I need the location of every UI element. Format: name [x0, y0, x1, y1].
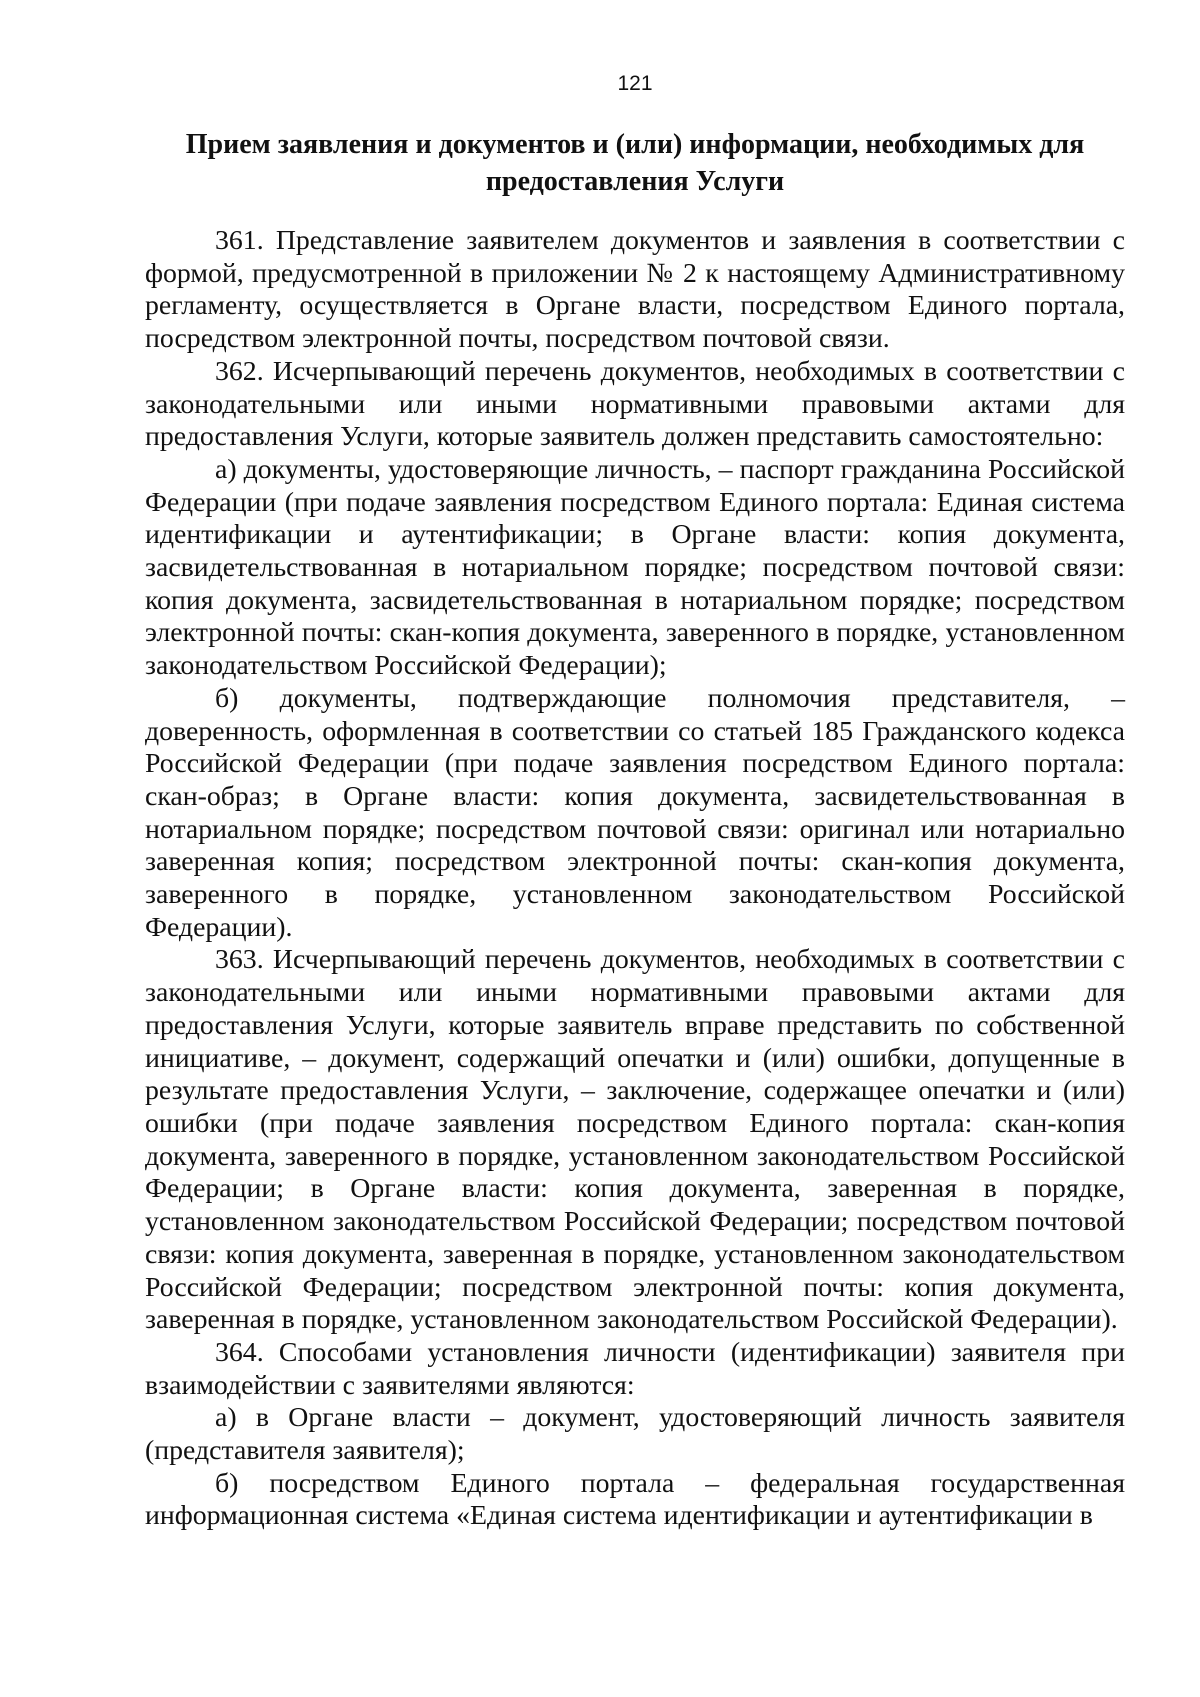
paragraph-361: 361. Представление заявителем документов и заявления в соответствии с формой, предусмотренной в приложении № 2 к настоящему Административному регламенту, осуществляется в Органе власти, посредством Единого портала, посредством электронной почты, посредством почтовой связи.	[145, 225, 1125, 355]
paragraph-364-b: б) посредством Единого портала – федеральная государственная информационная система «Единая система идентификации и аутентификации в	[145, 1467, 1125, 1532]
paragraph-364-a: а) в Органе власти – документ, удостоверяющий личность заявителя (представителя заявителя);	[145, 1402, 1125, 1467]
paragraph-362-a: а) документы, удостоверяющие личность, – паспорт гражданина Российской Федерации (при подаче заявления посредством Единого портала: Единая система идентификации и аутентификации; в Органе власти: копия документа, засвидетельствованная в нотариальном порядке; посредством почтовой связи: копия документа, засвидетельствованная в нотариальном порядке; посредством электронной почты: скан-копия документа, заверенного в порядке, установленном законодательством Российской Федерации);	[145, 453, 1125, 682]
paragraph-362: 362. Исчерпывающий перечень документов, необходимых в соответствии с законодательными или иными нормативными правовыми актами для предоставления Услуги, которые заявитель должен представить самостоятельно:	[145, 355, 1125, 453]
section-title: Прием заявления и документов и (или) информации, необходимых для предоставления Услуги	[185, 129, 1085, 197]
paragraph-362-b: б) документы, подтверждающие полномочия представителя, – доверенность, оформленная в соответствии со статьей 185 Гражданского кодекса Российской Федерации (при подаче заявления посредством Единого портала: скан-образ; в Органе власти: копия документа, засвидетельствованная в нотариальном порядке; посредством почтовой связи: оригинал или нотариально заверенная копия; посредством электронной почты: скан-копия документа, заверенного в порядке, установленном законодательством Российской Федерации).	[145, 682, 1125, 943]
page-number: 121	[617, 72, 653, 95]
paragraph-364: 364. Способами установления личности (идентификации) заявителя при взаимодействии с заявителями являются:	[145, 1336, 1125, 1401]
paragraph-363: 363. Исчерпывающий перечень документов, необходимых в соответствии с законодательными или иными нормативными правовыми актами для предоставления Услуги, которые заявитель вправе представить по собственной инициативе, – документ, содержащий опечатки и (или) ошибки, допущенные в результате предоставления Услуги, – заключение, содержащее опечатки и (или) ошибки (при подаче заявления посредством Единого портала: скан-копия документа, заверенного в порядке, установленном законодательством Российской Федерации; в Органе власти: копия документа, заверенная в порядке, установленном законодательством Российской Федерации; посредством почтовой связи: копия документа, заверенная в порядке, установленном законодательством Российской Федерации; посредством электронной почты: копия документа, заверенная в порядке, установленном законодательством Российской Федерации).	[145, 944, 1125, 1336]
document-body	[145, 225, 1125, 1533]
